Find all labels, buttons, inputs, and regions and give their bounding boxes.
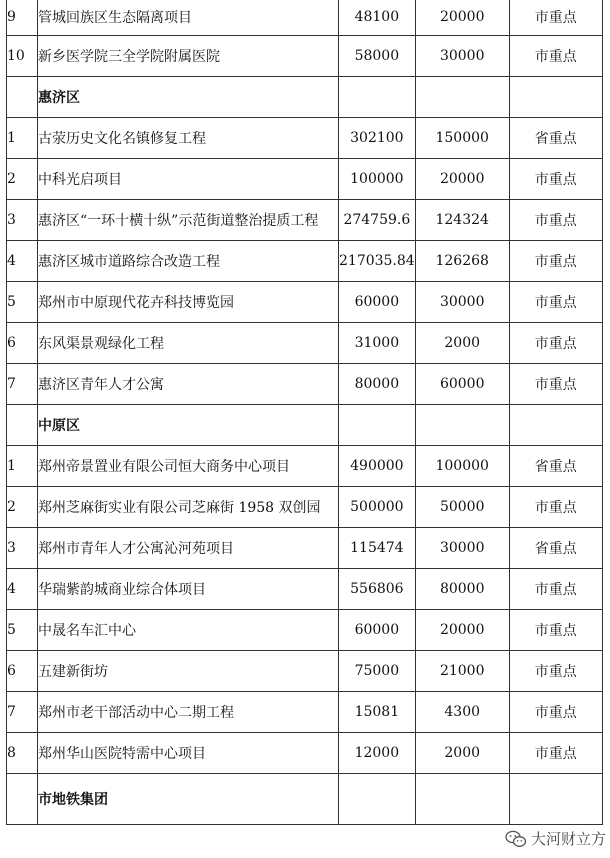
total-investment (339, 404, 416, 445)
row-number: 2 (7, 158, 38, 199)
project-name: 古荥历史文化名镇修复工程 (38, 117, 339, 158)
project-name: 中晟名车汇中心 (38, 609, 339, 650)
planned-investment: 50000 (415, 486, 509, 527)
table-row (7, 158, 603, 199)
total-investment: 217035.84 (339, 240, 416, 281)
total-investment: 48100 (339, 0, 416, 35)
row-number: 7 (7, 691, 38, 732)
project-name: 惠济区“一环十横十纵”示范街道整治提质工程 (38, 199, 339, 240)
project-level (509, 404, 602, 445)
row-number: 3 (7, 199, 38, 240)
planned-investment: 124324 (415, 199, 509, 240)
table-row (7, 0, 603, 35)
table-row (7, 445, 603, 486)
section-title: 中原区 (38, 404, 339, 445)
table-row (7, 322, 603, 363)
planned-investment: 2000 (415, 322, 509, 363)
total-investment: 490000 (339, 445, 416, 486)
table-row (7, 486, 603, 527)
total-investment: 80000 (339, 363, 416, 404)
planned-investment: 21000 (415, 650, 509, 691)
total-investment: 31000 (339, 322, 416, 363)
project-name: 东风渠景观绿化工程 (38, 322, 339, 363)
table-row (7, 363, 603, 404)
total-investment: 60000 (339, 609, 416, 650)
table-row (7, 609, 603, 650)
project-level (509, 773, 602, 824)
planned-investment: 126268 (415, 240, 509, 281)
table-row (7, 568, 603, 609)
wechat-icon (505, 830, 527, 848)
total-investment: 115474 (339, 527, 416, 568)
project-table-body (7, 0, 603, 824)
project-level: 省重点 (509, 527, 602, 568)
project-level: 市重点 (509, 363, 602, 404)
total-investment: 58000 (339, 35, 416, 76)
row-number: 1 (7, 117, 38, 158)
total-investment: 100000 (339, 158, 416, 199)
row-number (7, 404, 38, 445)
project-level: 市重点 (509, 568, 602, 609)
total-investment (339, 773, 416, 824)
row-number: 5 (7, 609, 38, 650)
planned-investment: 20000 (415, 158, 509, 199)
planned-investment: 150000 (415, 117, 509, 158)
total-investment: 15081 (339, 691, 416, 732)
watermark (505, 828, 606, 849)
section-title: 惠济区 (38, 76, 339, 117)
project-name: 郑州市老干部活动中心二期工程 (38, 691, 339, 732)
table-row (7, 527, 603, 568)
project-name: 新乡医学院三全学院附属医院 (38, 35, 339, 76)
project-name: 郑州帝景置业有限公司恒大商务中心项目 (38, 445, 339, 486)
table-row (7, 199, 603, 240)
planned-investment: 20000 (415, 609, 509, 650)
row-number (7, 773, 38, 824)
planned-investment: 30000 (415, 281, 509, 322)
project-level: 市重点 (509, 35, 602, 76)
row-number: 2 (7, 486, 38, 527)
project-level: 市重点 (509, 281, 602, 322)
project-name: 郑州市青年人才公寓沁河苑项目 (38, 527, 339, 568)
row-number: 7 (7, 363, 38, 404)
watermark-text: 大河财立方 (530, 830, 606, 848)
section-title: 市地铁集团 (38, 773, 339, 824)
project-level: 市重点 (509, 322, 602, 363)
total-investment: 556806 (339, 568, 416, 609)
project-table (6, 0, 603, 825)
project-level: 市重点 (509, 486, 602, 527)
section-header-row (7, 404, 603, 445)
table-row (7, 281, 603, 322)
planned-investment (415, 773, 509, 824)
row-number: 6 (7, 650, 38, 691)
project-level: 市重点 (509, 0, 602, 35)
project-name: 华瑞紫韵城商业综合体项目 (38, 568, 339, 609)
project-level: 省重点 (509, 445, 602, 486)
project-name: 惠济区青年人才公寓 (38, 363, 339, 404)
project-name: 惠济区城市道路综合改造工程 (38, 240, 339, 281)
table-row (7, 35, 603, 76)
total-investment: 12000 (339, 732, 416, 773)
project-level: 市重点 (509, 158, 602, 199)
table-row (7, 117, 603, 158)
row-number: 3 (7, 527, 38, 568)
total-investment (339, 76, 416, 117)
total-investment: 274759.6 (339, 199, 416, 240)
row-number: 8 (7, 732, 38, 773)
project-level: 市重点 (509, 732, 602, 773)
planned-investment: 30000 (415, 527, 509, 568)
project-level: 市重点 (509, 240, 602, 281)
project-level: 市重点 (509, 199, 602, 240)
planned-investment: 20000 (415, 0, 509, 35)
table-row (7, 691, 603, 732)
planned-investment: 2000 (415, 732, 509, 773)
total-investment: 75000 (339, 650, 416, 691)
table-row (7, 732, 603, 773)
planned-investment: 30000 (415, 35, 509, 76)
row-number: 9 (7, 0, 38, 35)
row-number: 1 (7, 445, 38, 486)
project-level: 市重点 (509, 691, 602, 732)
planned-investment (415, 404, 509, 445)
total-investment: 60000 (339, 281, 416, 322)
project-name: 中科光启项目 (38, 158, 339, 199)
total-investment: 302100 (339, 117, 416, 158)
planned-investment (415, 76, 509, 117)
project-level: 市重点 (509, 650, 602, 691)
project-level: 省重点 (509, 117, 602, 158)
table-row (7, 650, 603, 691)
project-name: 五建新街坊 (38, 650, 339, 691)
planned-investment: 100000 (415, 445, 509, 486)
planned-investment: 80000 (415, 568, 509, 609)
table-row (7, 240, 603, 281)
total-investment: 500000 (339, 486, 416, 527)
project-level: 市重点 (509, 609, 602, 650)
project-name: 郑州芝麻街实业有限公司芝麻街 1958 双创园 (38, 486, 339, 527)
row-number: 10 (7, 35, 38, 76)
row-number: 5 (7, 281, 38, 322)
project-level (509, 76, 602, 117)
row-number: 6 (7, 322, 38, 363)
project-name: 管城回族区生态隔离项目 (38, 0, 339, 35)
planned-investment: 60000 (415, 363, 509, 404)
section-header-row (7, 773, 603, 824)
planned-investment: 4300 (415, 691, 509, 732)
section-header-row (7, 76, 603, 117)
project-name: 郑州华山医院特需中心项目 (38, 732, 339, 773)
row-number (7, 76, 38, 117)
row-number: 4 (7, 240, 38, 281)
project-name: 郑州市中原现代花卉科技博览园 (38, 281, 339, 322)
row-number: 4 (7, 568, 38, 609)
